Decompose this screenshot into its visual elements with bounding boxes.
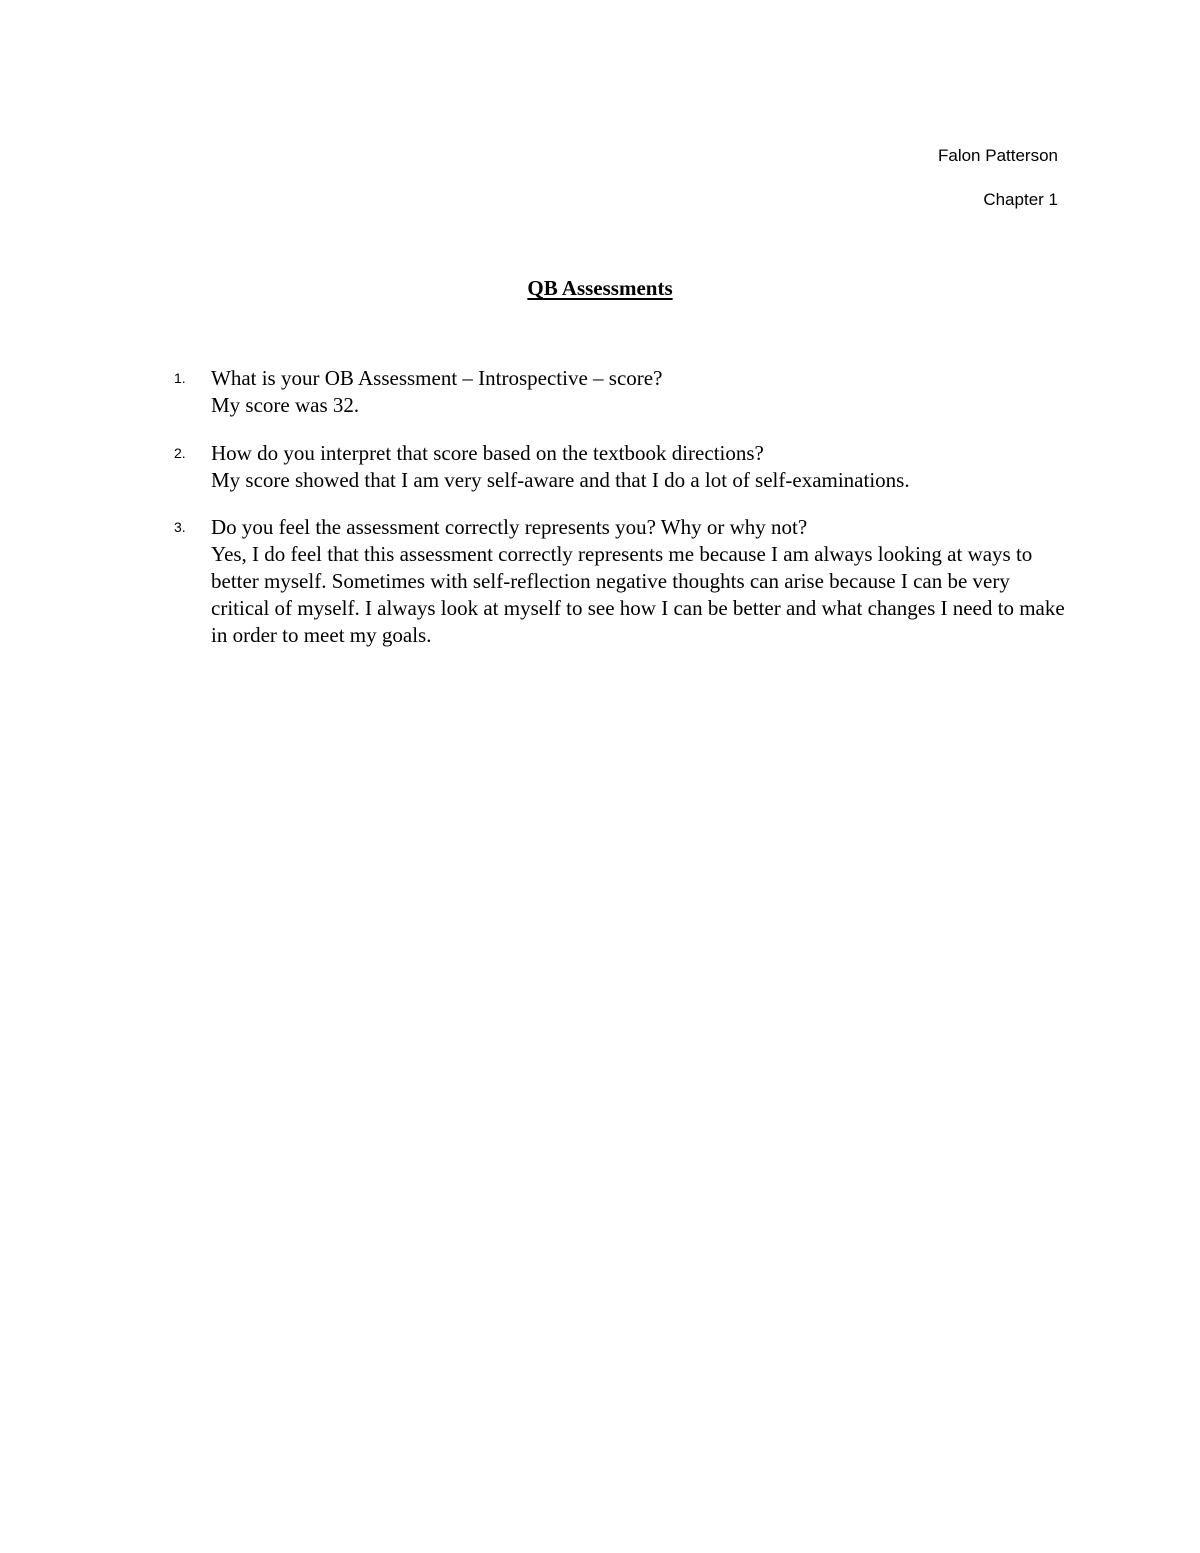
item-body xyxy=(211,440,1071,494)
author-name: Falon Patterson xyxy=(937,146,1058,165)
item-body xyxy=(211,514,1071,649)
answer-text: My score was 32. xyxy=(211,393,360,417)
chapter-label: Chapter 1 xyxy=(983,190,1058,209)
answer-text: Yes, I do feel that this assessment correctly represents me because I am always looking at ways to better myself. Sometimes with self-reflection negative thoughts can arise because I can be very critical of myself. I always look at myself to see how I can be better and what changes I need to make in order to meet my goals. xyxy=(211,542,1065,647)
question-text: How do you interpret that score based on the textbook directions? xyxy=(211,441,764,465)
document-title: QB Assessments xyxy=(527,276,673,300)
item-number: 3. xyxy=(174,519,186,535)
item-number: 2. xyxy=(174,445,186,461)
question-text: Do you feel the assessment correctly represents you? Why or why not? xyxy=(211,515,808,539)
answer-text: My score showed that I am very self-aware and that I do a lot of self-examinations. xyxy=(211,468,910,492)
item-body xyxy=(211,365,1071,419)
item-number: 1. xyxy=(174,370,186,386)
question-text: What is your OB Assessment – Introspective – score? xyxy=(211,366,663,390)
